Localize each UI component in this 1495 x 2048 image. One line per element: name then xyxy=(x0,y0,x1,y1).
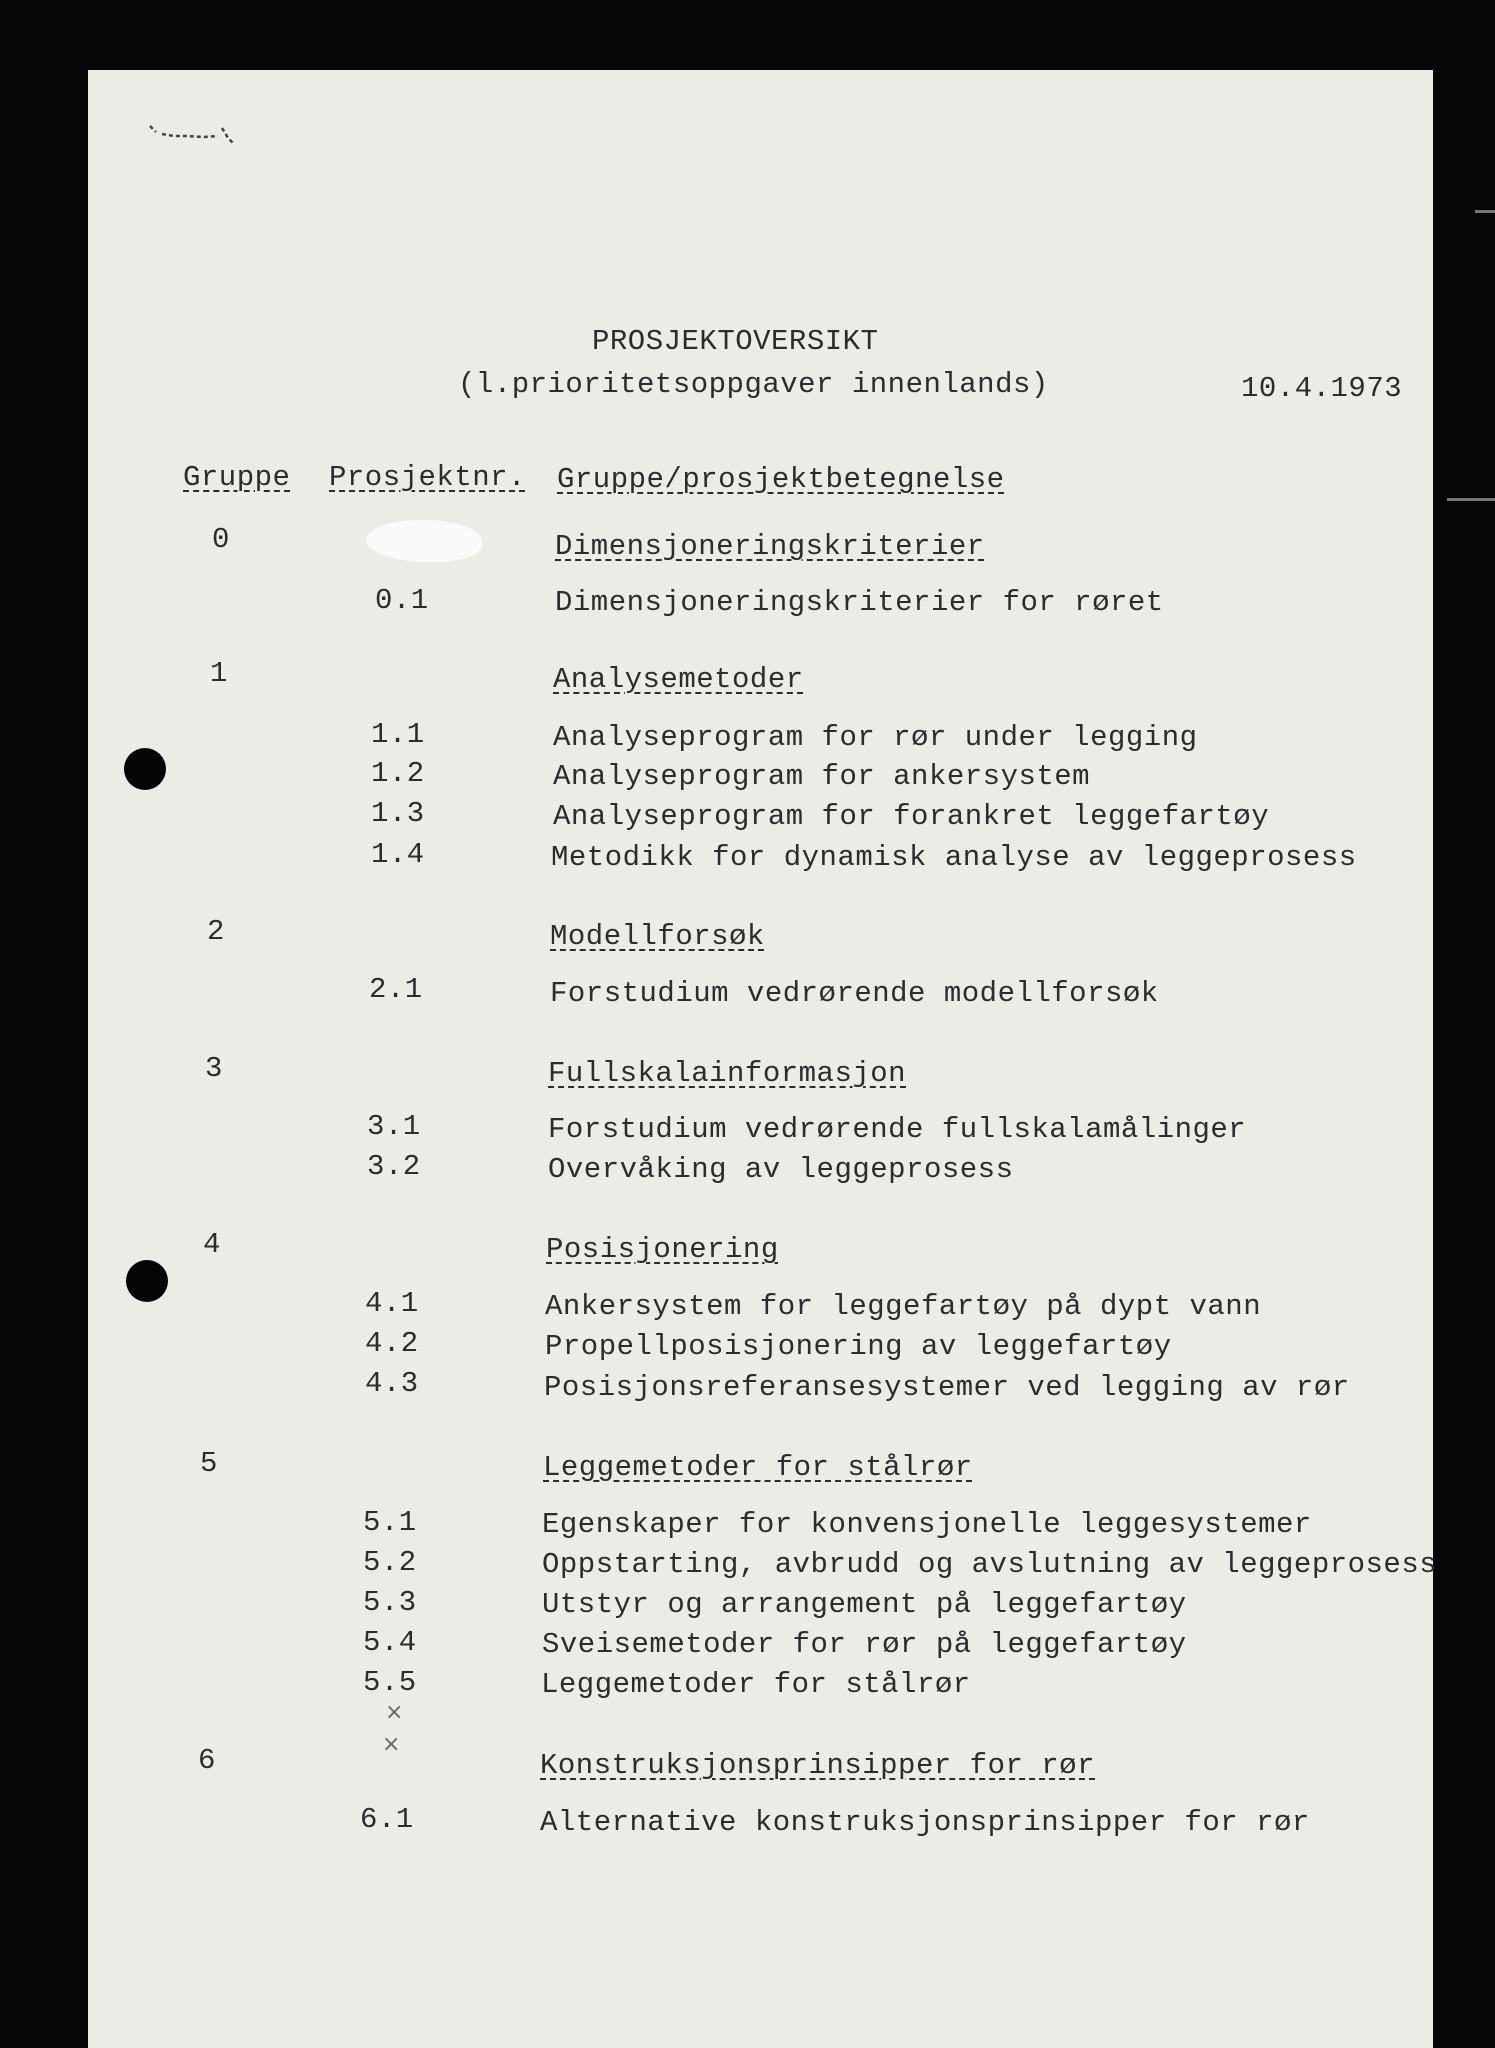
project-name: Analyseprogram for rør under legging xyxy=(553,721,1198,754)
project-name: Leggemetoder for stålrør xyxy=(541,1668,971,1701)
group-number: 4 xyxy=(203,1228,221,1261)
document-subtitle: (l.prioritetsoppgaver innenlands) xyxy=(458,368,1049,401)
group-number: 3 xyxy=(205,1052,223,1085)
pencil-x-mark: × xyxy=(385,1700,404,1725)
project-name: Overvåking av leggeprosess xyxy=(548,1153,1014,1186)
project-name: Oppstarting, avbrudd og avslutning av leggeprosess xyxy=(542,1548,1438,1581)
group-title: Posisjonering xyxy=(546,1233,779,1266)
project-number: 4.3 xyxy=(365,1367,419,1400)
punch-hole-top xyxy=(124,748,166,790)
document-title: PROSJEKTOVERSIKT xyxy=(592,325,879,358)
edge-mark xyxy=(1447,498,1495,501)
project-number: 5.1 xyxy=(363,1506,417,1539)
group-number: 2 xyxy=(207,915,225,948)
project-number: 3.2 xyxy=(367,1150,421,1183)
project-number: 4.1 xyxy=(365,1287,419,1320)
group-title: Leggemetoder for stålrør xyxy=(543,1451,973,1484)
project-number: 5.3 xyxy=(363,1586,417,1619)
group-number: 1 xyxy=(210,657,228,690)
project-name: Sveisemetoder for rør på leggefartøy xyxy=(542,1628,1187,1661)
project-name: Metodikk for dynamisk analyse av leggeprosess xyxy=(551,841,1357,874)
group-number: 0 xyxy=(212,523,230,556)
project-name: Forstudium vedrørende modellforsøk xyxy=(550,977,1159,1010)
project-name: Analyseprogram for ankersystem xyxy=(553,760,1091,793)
column-header-prosjektnr: Prosjektnr. xyxy=(329,461,526,494)
pencil-scratch-mark xyxy=(148,122,248,156)
project-number: 5.4 xyxy=(363,1626,417,1659)
project-number: 3.1 xyxy=(367,1110,421,1143)
project-number: 1.1 xyxy=(371,718,425,751)
pencil-x-mark: × xyxy=(382,1732,401,1757)
project-name: Posisjonsreferansesystemer ved legging av rør xyxy=(544,1371,1350,1404)
project-number: 1.3 xyxy=(371,797,425,830)
group-title: Fullskalainformasjon xyxy=(548,1057,907,1090)
project-name: Analyseprogram for forankret leggefartøy xyxy=(553,800,1270,833)
group-title: Analysemetoder xyxy=(553,663,804,696)
project-name: Utstyr og arrangement på leggefartøy xyxy=(542,1588,1187,1621)
project-name: Propellposisjonering av leggefartøy xyxy=(545,1330,1172,1363)
punch-hole-bottom xyxy=(126,1260,168,1302)
project-name: Forstudium vedrørende fullskalamålinger xyxy=(548,1113,1247,1146)
project-number: 2.1 xyxy=(369,973,423,1006)
group-title: Konstruksjonsprinsipper for rør xyxy=(540,1749,1095,1782)
project-number: 5.5 xyxy=(363,1666,417,1699)
group-number: 6 xyxy=(198,1744,216,1777)
column-header-betegnelse: Gruppe/prosjektbetegnelse xyxy=(557,463,1005,496)
column-header-gruppe: Gruppe xyxy=(183,461,291,494)
group-number: 5 xyxy=(200,1447,218,1480)
document-date: 10.4.1973 xyxy=(1241,372,1403,405)
project-number: 0.1 xyxy=(375,584,429,617)
project-number: 1.2 xyxy=(371,757,425,790)
project-name: Dimensjoneringskriterier for røret xyxy=(555,586,1164,619)
project-name: Alternative konstruksjonsprinsipper for rør xyxy=(540,1806,1310,1839)
project-number: 4.2 xyxy=(365,1327,419,1360)
project-number: 6.1 xyxy=(360,1803,414,1836)
group-title: Dimensjoneringskriterier xyxy=(555,530,985,563)
edge-mark xyxy=(1475,210,1495,213)
project-number: 5.2 xyxy=(363,1546,417,1579)
project-name: Egenskaper for konvensjonelle leggesystemer xyxy=(542,1508,1312,1541)
project-name: Ankersystem for leggefartøy på dypt vann xyxy=(545,1290,1262,1323)
group-title: Modellforsøk xyxy=(550,920,765,953)
project-number: 1.4 xyxy=(371,838,425,871)
